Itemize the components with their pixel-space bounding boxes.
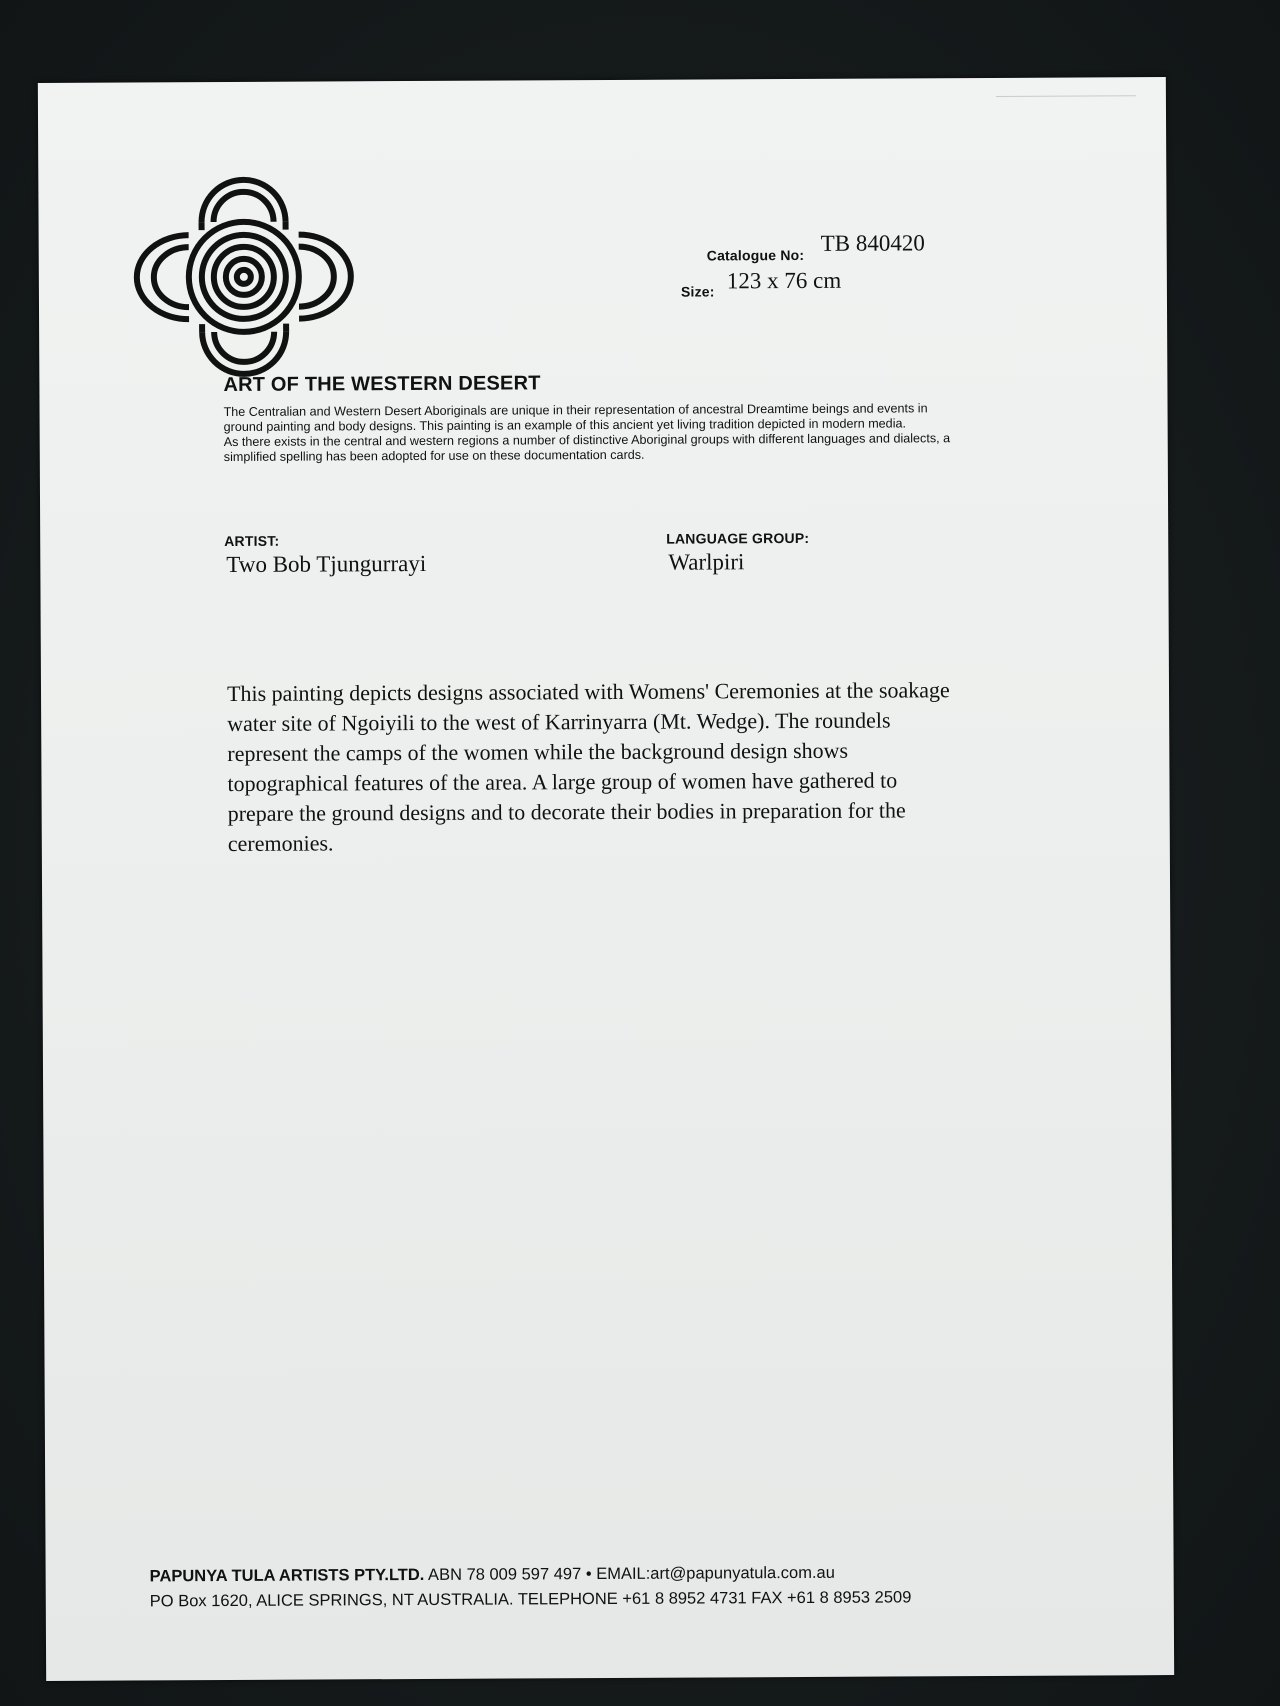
footer-line-1 [150, 1564, 835, 1587]
catalogue-label: Catalogue No: [706, 246, 805, 264]
page-title: ART OF THE WESTERN DESERT [223, 372, 541, 396]
documentation-card [38, 77, 1174, 1681]
catalogue-number: TB 840420 [820, 230, 925, 256]
language-group-label: LANGUAGE GROUP: [666, 529, 810, 547]
company-contact: ABN 78 009 597 497 • EMAIL:art@papunyatula.com.au [424, 1563, 835, 1584]
intro-paragraph: The Centralian and Western Desert Aboriginals are unique in their representation of ancestral Dreamtime beings and events in ground painting and body designs. This painting is an example of this ancient yet living tradition depicted in modern media. [223, 401, 928, 434]
intro-paragraph: As there exists in the central and western regions a number of distinctive Aboriginal groups with different languages and dialects, a simplified spelling has been adopted for use on these documentation cards. [223, 431, 951, 464]
footer-line-2: PO Box 1620, ALICE SPRINGS, NT AUSTRALIA. TELEPHONE +61 8 8952 4731 FAX +61 8 8953 2509 [149, 1588, 912, 1611]
concentric-roundel-emblem-icon [128, 161, 359, 392]
artist-name: Two Bob Tjungurrayi [226, 550, 427, 577]
artist-label: ARTIST: [224, 532, 280, 549]
size-value: 123 x 76 cm [726, 267, 842, 294]
size-label: Size: [680, 283, 715, 300]
language-group-value: Warlpiri [668, 549, 745, 575]
paper-edge-line [996, 95, 1136, 97]
company-name: PAPUNYA TULA ARTISTS PTY.LTD. [149, 1565, 425, 1586]
painting-description: This painting depicts designs associated with Womens' Ceremonies at the soakage water site of Ngoiyili to the west of Karrinyarra (Mt. Wedge). The roundels represent the camps of the women while the background design shows topographical features of the area. A large group of women have gathered to prepare the ground designs and to decorate their bodies in preparation for the ceremonies. [226, 677, 950, 856]
intro-text [224, 401, 964, 465]
